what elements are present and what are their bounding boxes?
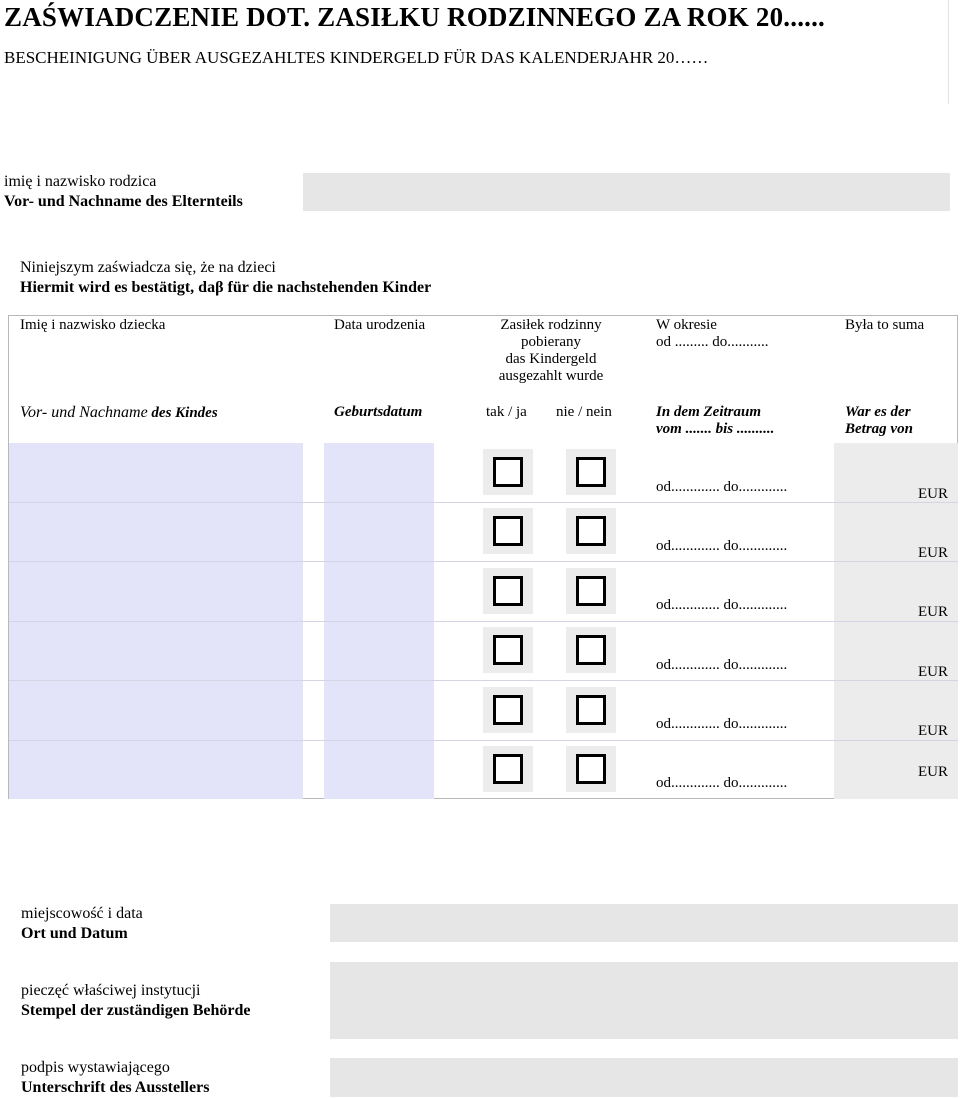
header-birth-date-pl: Data urodzenia [334, 317, 426, 333]
currency-label-3: EUR [918, 604, 948, 620]
yes-checkbox-cell-4 [483, 627, 533, 673]
birth-date-field-3[interactable] [324, 562, 434, 621]
header-no: nie / nein [556, 404, 612, 420]
currency-label-1: EUR [918, 486, 948, 502]
child-name-field-6[interactable] [9, 741, 303, 799]
header-period-pl-line-1: W okresie [656, 317, 717, 333]
header-divider [948, 0, 949, 104]
period-text-6: od............. do............. [656, 775, 788, 791]
child-name-field-5[interactable] [9, 681, 303, 740]
signature-field[interactable] [330, 1058, 958, 1097]
header-child-name-de [20, 404, 218, 422]
no-checkbox-5[interactable] [576, 695, 606, 725]
signature-label-pl: podpis wystawiającego [21, 1059, 170, 1076]
yes-checkbox-cell-2 [483, 508, 533, 554]
no-checkbox-cell-3 [566, 568, 616, 614]
header-child-name-de-b: des Kindes [151, 405, 218, 421]
yes-checkbox-cell-5 [483, 687, 533, 733]
place-date-label-de: Ort und Datum [21, 925, 128, 942]
parent-name-field[interactable] [303, 173, 950, 211]
no-checkbox-cell-5 [566, 687, 616, 733]
period-text-3: od............. do............. [656, 597, 788, 613]
document-title: ZAŚWIADCZENIE DOT. ZASIŁKU RODZINNEGO ZA ROK 20...... [4, 2, 825, 32]
yes-checkbox-6[interactable] [493, 754, 523, 784]
child-name-field-4[interactable] [9, 622, 303, 680]
yes-checkbox-3[interactable] [493, 576, 523, 606]
yes-checkbox-cell-1 [483, 449, 533, 495]
document-subtitle: BESCHEINIGUNG ÜBER AUSGEZAHLTES KINDERGELD FÜR DAS KALENDERJAHR 20…… [4, 48, 709, 67]
no-checkbox-cell-2 [566, 508, 616, 554]
birth-date-field-1[interactable] [324, 443, 434, 502]
currency-label-4: EUR [918, 664, 948, 680]
period-text-2: od............. do............. [656, 538, 788, 554]
yes-checkbox-cell-3 [483, 568, 533, 614]
header-period-de-line-1: In dem Zeitraum [656, 404, 762, 420]
yes-checkbox-4[interactable] [493, 635, 523, 665]
header-child-name-pl: Imię i nazwisko dziecka [20, 317, 166, 333]
parent-label-pl: imię i nazwisko rodzica [4, 173, 157, 190]
header-child-name-de-a: Vor- und Nachname [20, 404, 148, 421]
period-text-4: od............. do............. [656, 657, 788, 673]
child-name-field-3[interactable] [9, 562, 303, 621]
header-period-de [656, 404, 774, 438]
period-text-5: od............. do............. [656, 716, 788, 732]
child-name-field-2[interactable] [9, 503, 303, 561]
no-checkbox-2[interactable] [576, 516, 606, 546]
stamp-label-de: Stempel der zuständigen Behörde [21, 1002, 251, 1019]
no-checkbox-3[interactable] [576, 576, 606, 606]
birth-date-field-2[interactable] [324, 503, 434, 561]
header-benefit-line-2: pobierany [521, 334, 581, 350]
signature-label-de: Unterschrift des Ausstellers [21, 1079, 210, 1096]
intro-text-pl: Niniejszym zaświadcza się, że na dzieci [20, 259, 276, 276]
header-amount-pl: Była to suma [845, 317, 925, 333]
header-birth-date-de: Geburtsdatum [334, 404, 423, 420]
header-amount-de-line-2: Betrag von [845, 421, 913, 437]
place-date-label-pl: miejscowość i data [21, 905, 143, 922]
birth-date-field-5[interactable] [324, 681, 434, 740]
yes-checkbox-5[interactable] [493, 695, 523, 725]
header-benefit-line-3: das Kindergeld [505, 351, 597, 367]
period-text-1: od............. do............. [656, 479, 788, 495]
header-period-de-line-2: vom ....... bis .......... [656, 421, 775, 437]
no-checkbox-cell-6 [566, 746, 616, 792]
header-yes: tak / ja [486, 404, 527, 420]
yes-checkbox-2[interactable] [493, 516, 523, 546]
parent-label-de: Vor- und Nachname des Elternteils [4, 193, 243, 210]
no-checkbox-cell-4 [566, 627, 616, 673]
stamp-label-pl: pieczęć właściwej instytucji [21, 982, 201, 999]
birth-date-field-4[interactable] [324, 622, 434, 680]
child-name-field-1[interactable] [9, 443, 303, 502]
no-checkbox-4[interactable] [576, 635, 606, 665]
birth-date-field-6[interactable] [324, 741, 434, 799]
yes-checkbox-cell-6 [483, 746, 533, 792]
intro-text-de: Hiermit wird es bestätigt, daβ für die nachstehenden Kinder [20, 279, 432, 296]
currency-label-5: EUR [918, 723, 948, 739]
header-period-pl-line-2: od ......... do........... [656, 334, 769, 350]
no-checkbox-6[interactable] [576, 754, 606, 784]
header-amount-de-line-1: War es der [845, 404, 911, 420]
header-amount-de [845, 404, 913, 438]
header-period-pl [656, 317, 769, 351]
currency-label-2: EUR [918, 545, 948, 561]
header-benefit-line-1: Zasiłek rodzinny [500, 317, 602, 333]
stamp-field[interactable] [330, 962, 958, 1039]
no-checkbox-cell-1 [566, 449, 616, 495]
no-checkbox-1[interactable] [576, 457, 606, 487]
currency-label-6: EUR [918, 764, 948, 780]
header-benefit [476, 317, 626, 385]
header-benefit-line-4: ausgezahlt wurde [498, 368, 604, 384]
place-date-field[interactable] [330, 904, 958, 942]
yes-checkbox-1[interactable] [493, 457, 523, 487]
